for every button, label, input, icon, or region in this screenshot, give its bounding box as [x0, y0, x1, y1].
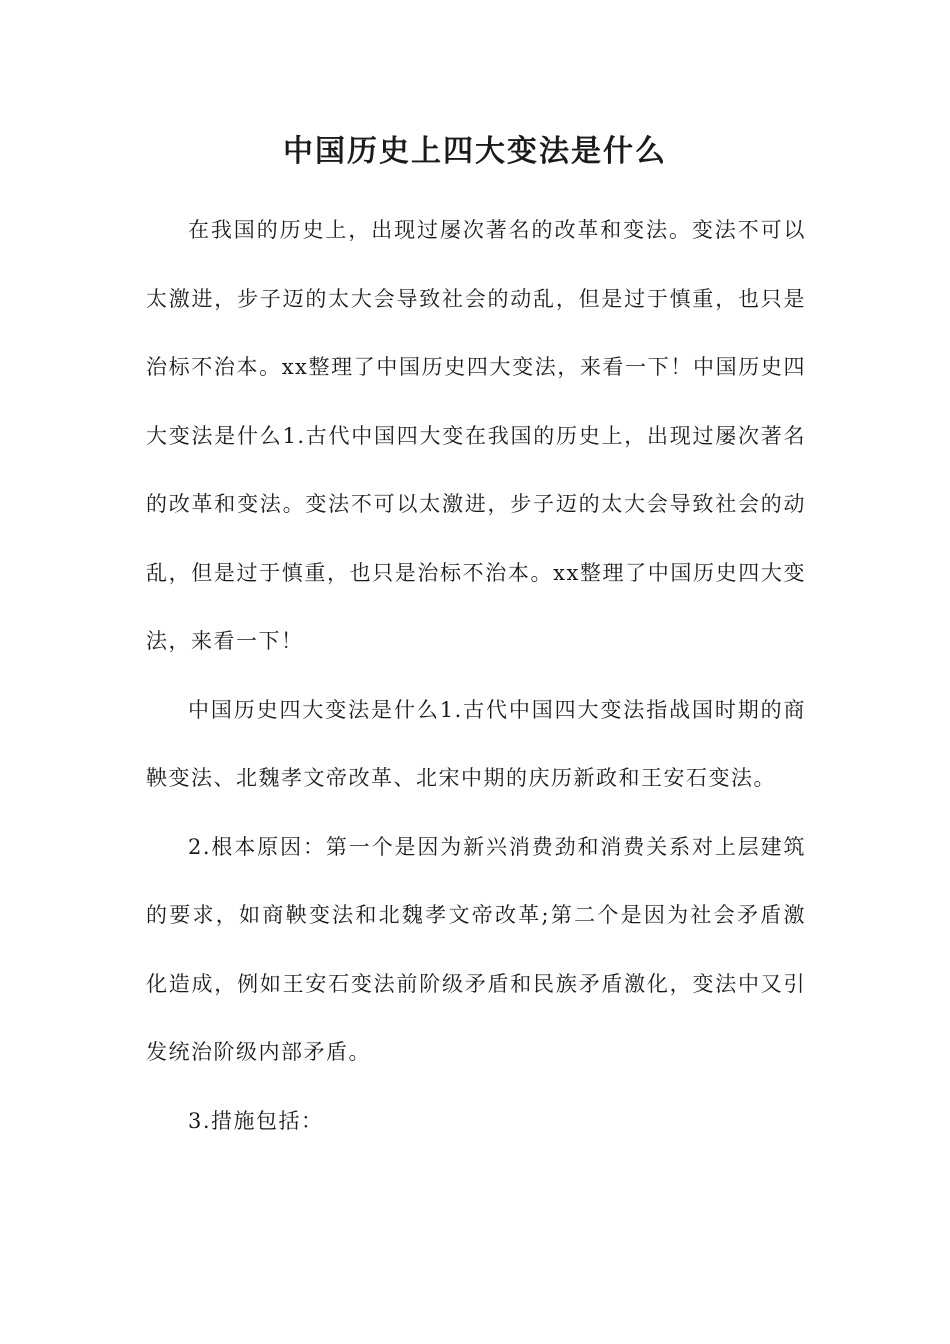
paragraph-root-causes: 2.根本原因：第一个是因为新兴消费劲和消费关系对上层建筑的要求，如商鞅变法和北魏孝文帝改革;第二个是因为社会矛盾激化造成，例如王安石变法前阶级矛盾和民族矛盾激化，变法中又引发统治阶级内部矛盾。: [146, 834, 806, 1064]
paragraph-intro: 在我国的历史上，出现过屡次著名的改革和变法。变法不可以太激进，步子迈的太大会导致社会的动乱，但是过于慎重，也只是治标不治本。xx整理了中国历史四大变法，来看一下！中国历史四大变法是什么1.古代中国四大变在我国的历史上，出现过屡次著名的改革和变法。变法不可以太激进，步子迈的太大会导致社会的动乱，但是过于慎重，也只是治标不治本。xx整理了中国历史四大变法，来看一下！: [146, 218, 806, 653]
paragraph-four-reforms: 中国历史四大变法是什么1.古代中国四大变法指战国时期的商鞅变法、北魏孝文帝改革、北宋中期的庆历新政和王安石变法。: [146, 697, 806, 790]
paragraph-measures: 3.措施包括：: [188, 1108, 324, 1133]
document-title: 中国历史上四大变法是什么: [283, 134, 667, 169]
document-body: [146, 196, 806, 1155]
